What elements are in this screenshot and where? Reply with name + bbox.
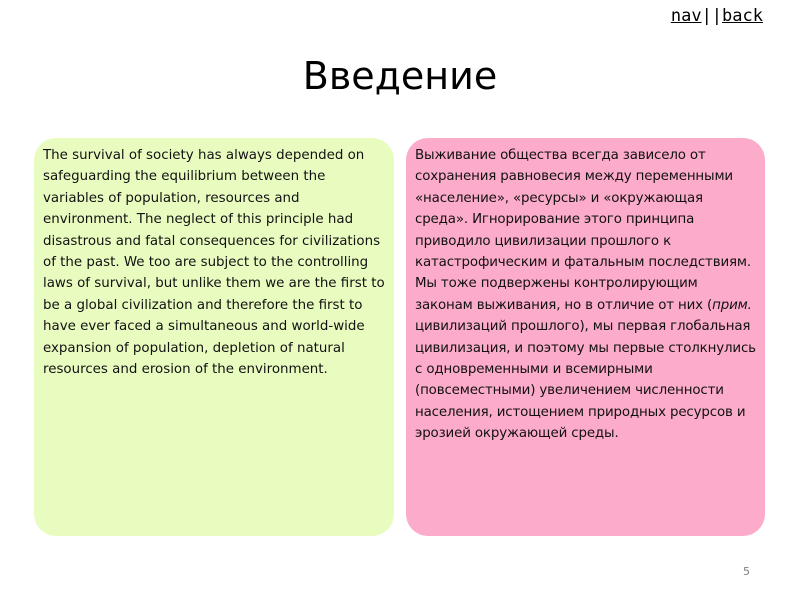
- top-navigation: [671, 6, 763, 26]
- russian-paragraph: [415, 145, 757, 445]
- slide-title: Введение: [302, 54, 498, 98]
- nav-separator: ||: [701, 6, 723, 26]
- russian-paragraph-note: прим.: [712, 297, 752, 313]
- english-text-box: [34, 138, 394, 536]
- nav-link[interactable]: nav: [670, 6, 702, 26]
- russian-paragraph-part-1: Выживание общества всегда зависело от сохранения равновесия между переменными «население», «ресурсы» и «окружающая среда». Игнорирование этого принципа приводило цивилизации прошлого к катастрофическим и фатальным последствиям. Мы тоже подвержены контролирующим законам выживания, но в отличие от них (: [415, 148, 751, 313]
- russian-text-box: [406, 138, 765, 536]
- back-link[interactable]: back: [722, 6, 763, 26]
- russian-paragraph-part-2: цивилизаций прошлого), мы первая глобальная цивилизация, и поэтому мы первые столкнулись с одновременными и всемирными (повсеместными) увеличением численности населения, истощением природных ресурсов и эрозией окружающей среды.: [415, 319, 756, 442]
- page-number: 5: [743, 565, 750, 578]
- english-paragraph: The survival of society has always depended on safeguarding the equilibrium between the variables of population, resources and environment. The neglect of this principle had disastrous and fatal consequences for civilizations of the past. We too are subject to the controlling laws of survival, but unlike them we are the first to be a global civilization and therefore the first to have ever faced a simultaneous and world-wide expansion of population, depletion of natural resources and erosion of the environment.: [43, 148, 385, 378]
